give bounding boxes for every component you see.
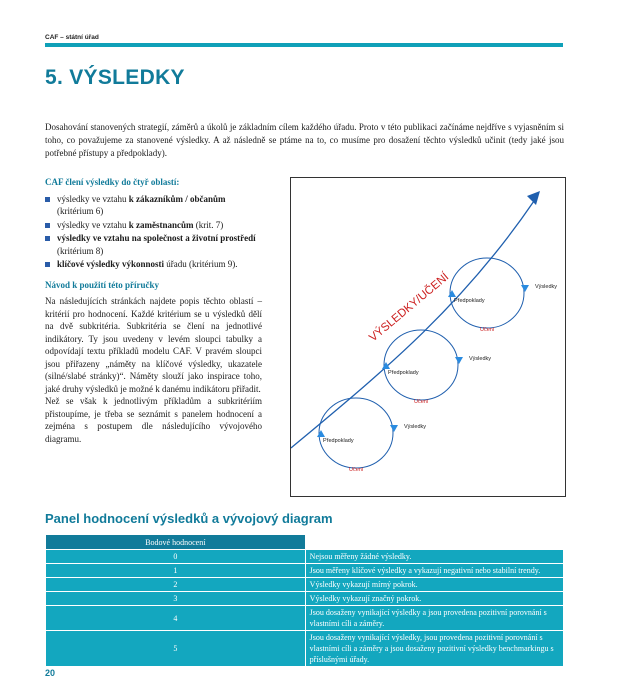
triangle-icon: [390, 425, 398, 432]
triangle-icon: [382, 362, 390, 369]
table-row: [46, 606, 564, 631]
table-header-row: [46, 535, 564, 550]
list-item: klíčové výsledky výkonnosti úřadu (kritérium 9).: [45, 258, 262, 271]
guide-heading: Návod k použití této příručky: [45, 279, 160, 290]
triangle-icon: [521, 285, 529, 292]
page-number: 20: [45, 668, 56, 678]
score-cell: 2: [46, 578, 306, 592]
triangle-icon: [448, 290, 456, 297]
cycle-label-right: Výsledky: [535, 284, 558, 290]
intro-paragraph: Dosahování stanovených strategií, záměrů a úkolů je základním cílem každého úřadu. Proto v této publikaci začínáme nejdříve s vyjasněním si toho, co považujeme za stanovené výsledky. A až následně se ptáme na to, co musíme pro dosažení těchto výsledků učinit (tedy jaké jsou potřebné přístupy a předpoklady).: [45, 122, 564, 158]
description-cell: Jsou měřeny klíčové výsledky a vykazují negativní nebo stabilní trendy.: [305, 564, 563, 578]
guide-paragraph: Na následujících stránkách najdete popis těchto oblastí – kritérií pro hodnocení. Každé kritérium se u výsledků dělí na dvě subkritéria. Subkritéria se člení na jednotlivé indikátory. Ty jsou uvedeny v levém sloupci tabulky a odpovídají textu příkladů modelu CAF. V pravém sloupci jsou přiřazeny „náměty na klíčové výsledky, ukazatele (silné/slabé stránky)“. Náměty slouží jako inspirace toho, jaké druhy výsledků je možné k danému indikátoru přiřadit.: [45, 296, 262, 394]
arrow-label: VÝSLEDKY/UČENÍ: [367, 271, 452, 345]
column-header: Bodové hodnocení: [46, 535, 306, 550]
description-cell: Výsledky vykazují značný pokrok.: [305, 592, 563, 606]
triangle-icon: [317, 430, 325, 437]
areas-list: [45, 193, 262, 271]
list-item: výsledky ve vztahu k zákazníkům / občanům (kritérium 6): [45, 193, 262, 218]
table-row: [46, 592, 564, 606]
description-cell: Výsledky vykazují mírný pokrok.: [305, 578, 563, 592]
chapter-title: 5. VÝSLEDKY: [45, 66, 185, 89]
description-cell: Jsou dosaženy vynikající výsledky a jsou provedena pozitivní porovnání s vlastními cíli a záměry.: [305, 606, 563, 631]
cycle-label-right: Výsledky: [404, 424, 427, 430]
cycle-label-bottom: Učení: [480, 327, 495, 333]
cycle-label-right: Výsledky: [469, 356, 492, 362]
table-row: [46, 564, 564, 578]
score-cell: 4: [46, 606, 306, 631]
areas-heading: CAF člení výsledky do čtyř oblastí:: [45, 177, 180, 187]
left-column: [45, 176, 262, 445]
description-cell: Nejsou měřeny žádné výsledky.: [305, 550, 563, 564]
table-row: [46, 578, 564, 592]
scoring-panel-table: [45, 534, 564, 667]
cycle-1: [317, 398, 426, 473]
guide-paragraph-2: Než se však k jednotlivým příkladům a subkritériím přistoupíme, je třeba se seznámit s panelem hodnocení a zejména s postupem dle následujícího vývojového diagramu.: [45, 396, 262, 444]
arrow-head-icon: [527, 191, 540, 205]
results-learning-diagram: [290, 177, 566, 497]
cycle-label-bottom: Učení: [414, 399, 429, 405]
table-row: [46, 550, 564, 564]
cycle-label-bottom: Učení: [349, 467, 364, 473]
diagram-svg: [291, 178, 565, 496]
score-cell: 5: [46, 631, 306, 667]
header-rule: [45, 43, 563, 47]
description-cell: Jsou dosaženy vynikající výsledky, jsou provedena pozitivní porovnání s vlastními cíli a záměry a jsou dosaženy pozitivní výsledky benchmarkingu s příslušnými úřady.: [305, 631, 563, 667]
cycle-3: [448, 258, 557, 333]
cycle-label-left: Předpoklady: [454, 298, 485, 304]
cycle-2: [382, 330, 491, 405]
running-header: CAF – státní úřad: [45, 34, 99, 41]
score-cell: 1: [46, 564, 306, 578]
list-item: výsledky ve vztahu k zaměstnancům (krit. 7): [45, 219, 262, 232]
list-item: výsledky ve vztahu na společnost a životní prostředí (kritérium 8): [45, 232, 262, 257]
cycle-label-left: Předpoklady: [323, 438, 354, 444]
triangle-icon: [455, 357, 463, 364]
score-cell: 3: [46, 592, 306, 606]
score-cell: 0: [46, 550, 306, 564]
table-row: [46, 631, 564, 667]
panel-title: Panel hodnocení výsledků a vývojový diagram: [45, 511, 333, 526]
cycle-label-left: Předpoklady: [388, 370, 419, 376]
